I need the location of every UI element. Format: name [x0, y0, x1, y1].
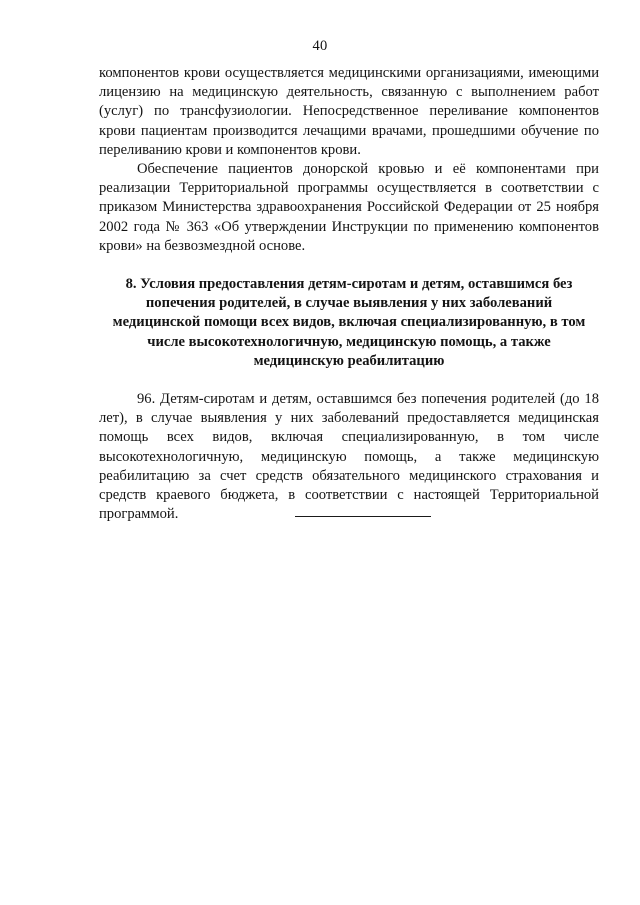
paragraph-donor-blood-provision: Обеспечение пациентов донорской кровью и её компонентами при реализации Территориальной программы осуществляется в соответствии с приказом Министерства здравоохранения Российской Федерации от 25 ноября 2002 года № 363 «Об утверждении Инструкции по применению компонентов крови» на безвозмездной основе. [99, 161, 599, 254]
section-heading-8: 8. Условия предоставления детям-сиротам и детям, оставшимся без попечения родителей, в случае выявления у них заболеваний медицинской помощи всех видов, включая специализированную, в том числе высокотехнологичную, медицинскую помощь, а также медицинскую реабилитацию [112, 276, 586, 369]
paragraph-96: 96. Детям-сиротам и детям, оставшимся без попечения родителей (до 18 лет), в случае выявления у них заболеваний предоставляется медицинская помощь всех видов, включая специализированную, в том числе высокотехнологичную, медицинскую помощь, а также медицинскую реабилитацию за счет средств обязательного медицинского страхования и средств краевого бюджета, в соответствии с настоящей Территориальной программой. [99, 391, 599, 523]
page-content [99, 64, 599, 524]
end-of-text-rule [295, 516, 431, 517]
paragraph-blood-components: компонентов крови осуществляется медицинскими организациями, имеющими лицензию на медицинскую деятельность, связанную с выполнением работ (услуг) по трансфузиологии. Непосредственное переливание компонентов крови пациентам производится лечащими врачами, прошедшими обучение по переливанию крови и компонентов крови. [99, 65, 599, 158]
page-number: 40 [312, 38, 328, 54]
